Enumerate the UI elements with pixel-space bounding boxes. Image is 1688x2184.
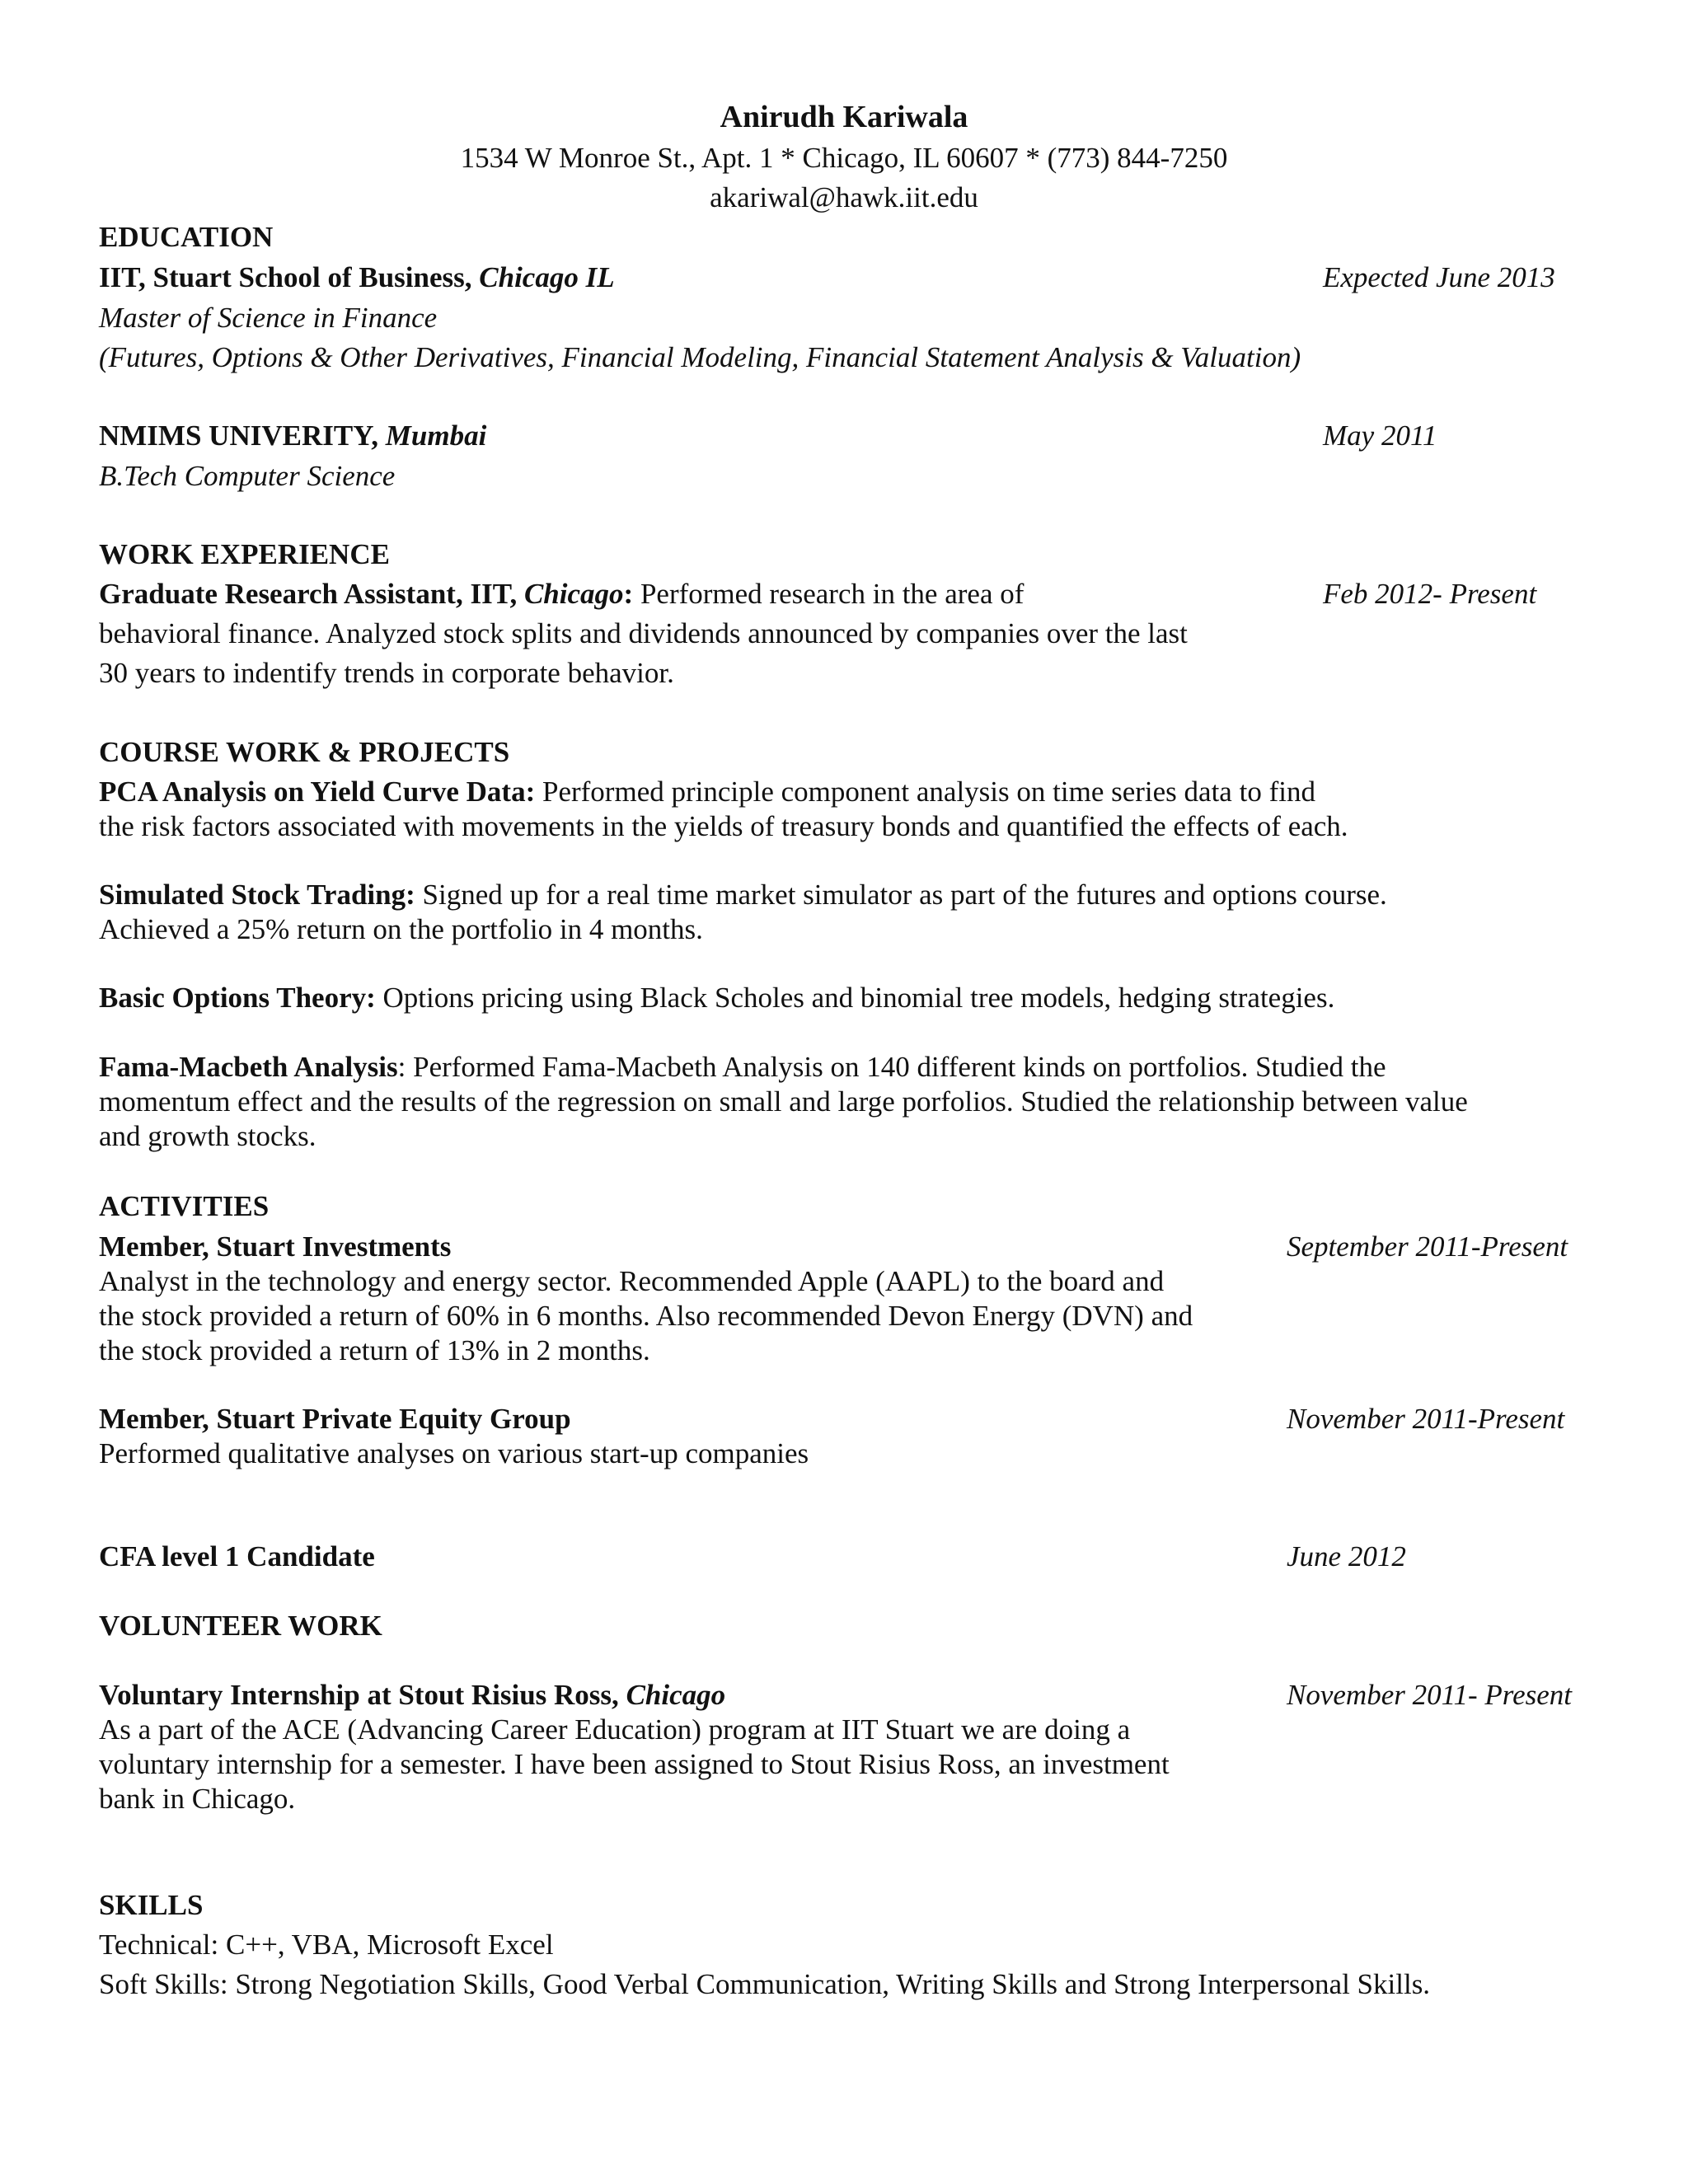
project-description: Performed principle component analysis on time series data to find [535, 776, 1315, 808]
project-description: momentum effect and the results of the regression on small and large porfolios. Studied the relationship between value [99, 1085, 1468, 1118]
education-heading: EDUCATION [99, 221, 274, 253]
work-description: behavioral finance. Analyzed stock splits and dividends announced by companies over the last [99, 617, 1188, 649]
project-stock-trading [99, 879, 1387, 912]
project-description: the risk factors associated with movements in the yields of treasury bonds and quantified the effects of each. [99, 810, 1348, 842]
volunteer-location: Chicago [626, 1679, 726, 1711]
activity-date: November 2011-Present [1287, 1403, 1565, 1435]
project-fama-macbeth [99, 1051, 1386, 1084]
education-iit-date: Expected June 2013 [1323, 261, 1555, 293]
project-description: : Performed Fama-Macbeth Analysis on 140 different kinds on portfolios. Studied the [397, 1051, 1386, 1083]
project-description: and growth stocks. [99, 1120, 316, 1152]
activity-description: Analyst in the technology and energy sector. Recommended Apple (AAPL) to the board and [99, 1265, 1165, 1297]
school-location: Mumbai [385, 419, 487, 452]
activity-title: Member, Stuart Private Equity Group [99, 1403, 571, 1435]
skills-heading: SKILLS [99, 1889, 204, 1921]
cfa-title: CFA level 1 Candidate [99, 1540, 375, 1572]
volunteer-title: Voluntary Internship at Stout Risius Ross, [99, 1679, 619, 1711]
project-options-theory [99, 982, 1334, 1015]
volunteer-description: bank in Chicago. [99, 1783, 296, 1815]
project-title: PCA Analysis on Yield Curve Data: [99, 776, 536, 808]
work-description: Performed research in the area of [640, 578, 1025, 610]
contact-address: 1534 W Monroe St., Apt. 1 * Chicago, IL 60607 * (773) 844-7250 [460, 142, 1228, 174]
resume-name: Anirudh Kariwala [720, 100, 968, 134]
activity-description: Performed qualitative analyses on various start-up companies [99, 1437, 809, 1469]
activities-heading: ACTIVITIES [99, 1190, 270, 1222]
work-colon: : [623, 578, 634, 610]
education-nmims-date: May 2011 [1323, 419, 1437, 452]
skills-technical: Technical: C++, VBA, Microsoft Excel [99, 1929, 554, 1961]
volunteer-description: As a part of the ACE (Advancing Career Education) program at IIT Stuart we are doing a [99, 1713, 1131, 1746]
project-description: Signed up for a real time market simulator as part of the futures and options course. [415, 879, 1387, 911]
contact-email: akariwal@hawk.iit.edu [710, 181, 978, 213]
activity-description: the stock provided a return of 13% in 2 months. [99, 1334, 650, 1366]
school-name: NMIMS UNIVERITY, [99, 419, 379, 452]
project-description: Options pricing using Black Scholes and binomial tree models, hedging strategies. [375, 982, 1335, 1014]
work-heading: WORK EXPERIENCE [99, 538, 390, 570]
cfa-date: June 2012 [1287, 1540, 1406, 1572]
project-title: Simulated Stock Trading: [99, 879, 415, 911]
project-description: Achieved a 25% return on the portfolio in 4 months. [99, 913, 703, 945]
project-title: Fama-Macbeth Analysis [99, 1051, 398, 1083]
school-name: IIT, Stuart School of Business, [99, 261, 472, 293]
activity-date: September 2011-Present [1287, 1230, 1568, 1263]
project-title: Basic Options Theory: [99, 982, 376, 1014]
volunteer-description: voluntary internship for a semester. I have been assigned to Stout Risius Ross, an investment [99, 1748, 1170, 1780]
projects-heading: COURSE WORK & PROJECTS [99, 736, 510, 768]
education-nmims-degree: B.Tech Computer Science [99, 460, 396, 492]
work-description: 30 years to indentify trends in corporate behavior. [99, 657, 674, 689]
work-date: Feb 2012- Present [1323, 578, 1537, 610]
work-location: Chicago [523, 578, 624, 610]
education-entry-iit-title [99, 261, 615, 294]
work-title: Graduate Research Assistant, IIT, [99, 578, 518, 610]
project-pca [99, 776, 1315, 808]
skills-soft: Soft Skills: Strong Negotiation Skills, Good Verbal Communication, Writing Skills and Strong Interpersonal Skills. [99, 1968, 1431, 2000]
education-iit-degree: Master of Science in Finance [99, 302, 438, 334]
school-location: Chicago IL [479, 261, 615, 293]
volunteer-title-line [99, 1679, 725, 1712]
education-entry-nmims-title [99, 419, 486, 452]
volunteer-date: November 2011- Present [1287, 1679, 1573, 1711]
education-iit-courses: (Futures, Options & Other Derivatives, Financial Modeling, Financial Statement Analysis & Valuation) [99, 341, 1301, 373]
activity-description: the stock provided a return of 60% in 6 months. Also recommended Devon Energy (DVN) and [99, 1300, 1193, 1332]
work-title-line [99, 578, 1024, 611]
volunteer-heading: VOLUNTEER WORK [99, 1610, 382, 1642]
activity-title: Member, Stuart Investments [99, 1230, 452, 1263]
